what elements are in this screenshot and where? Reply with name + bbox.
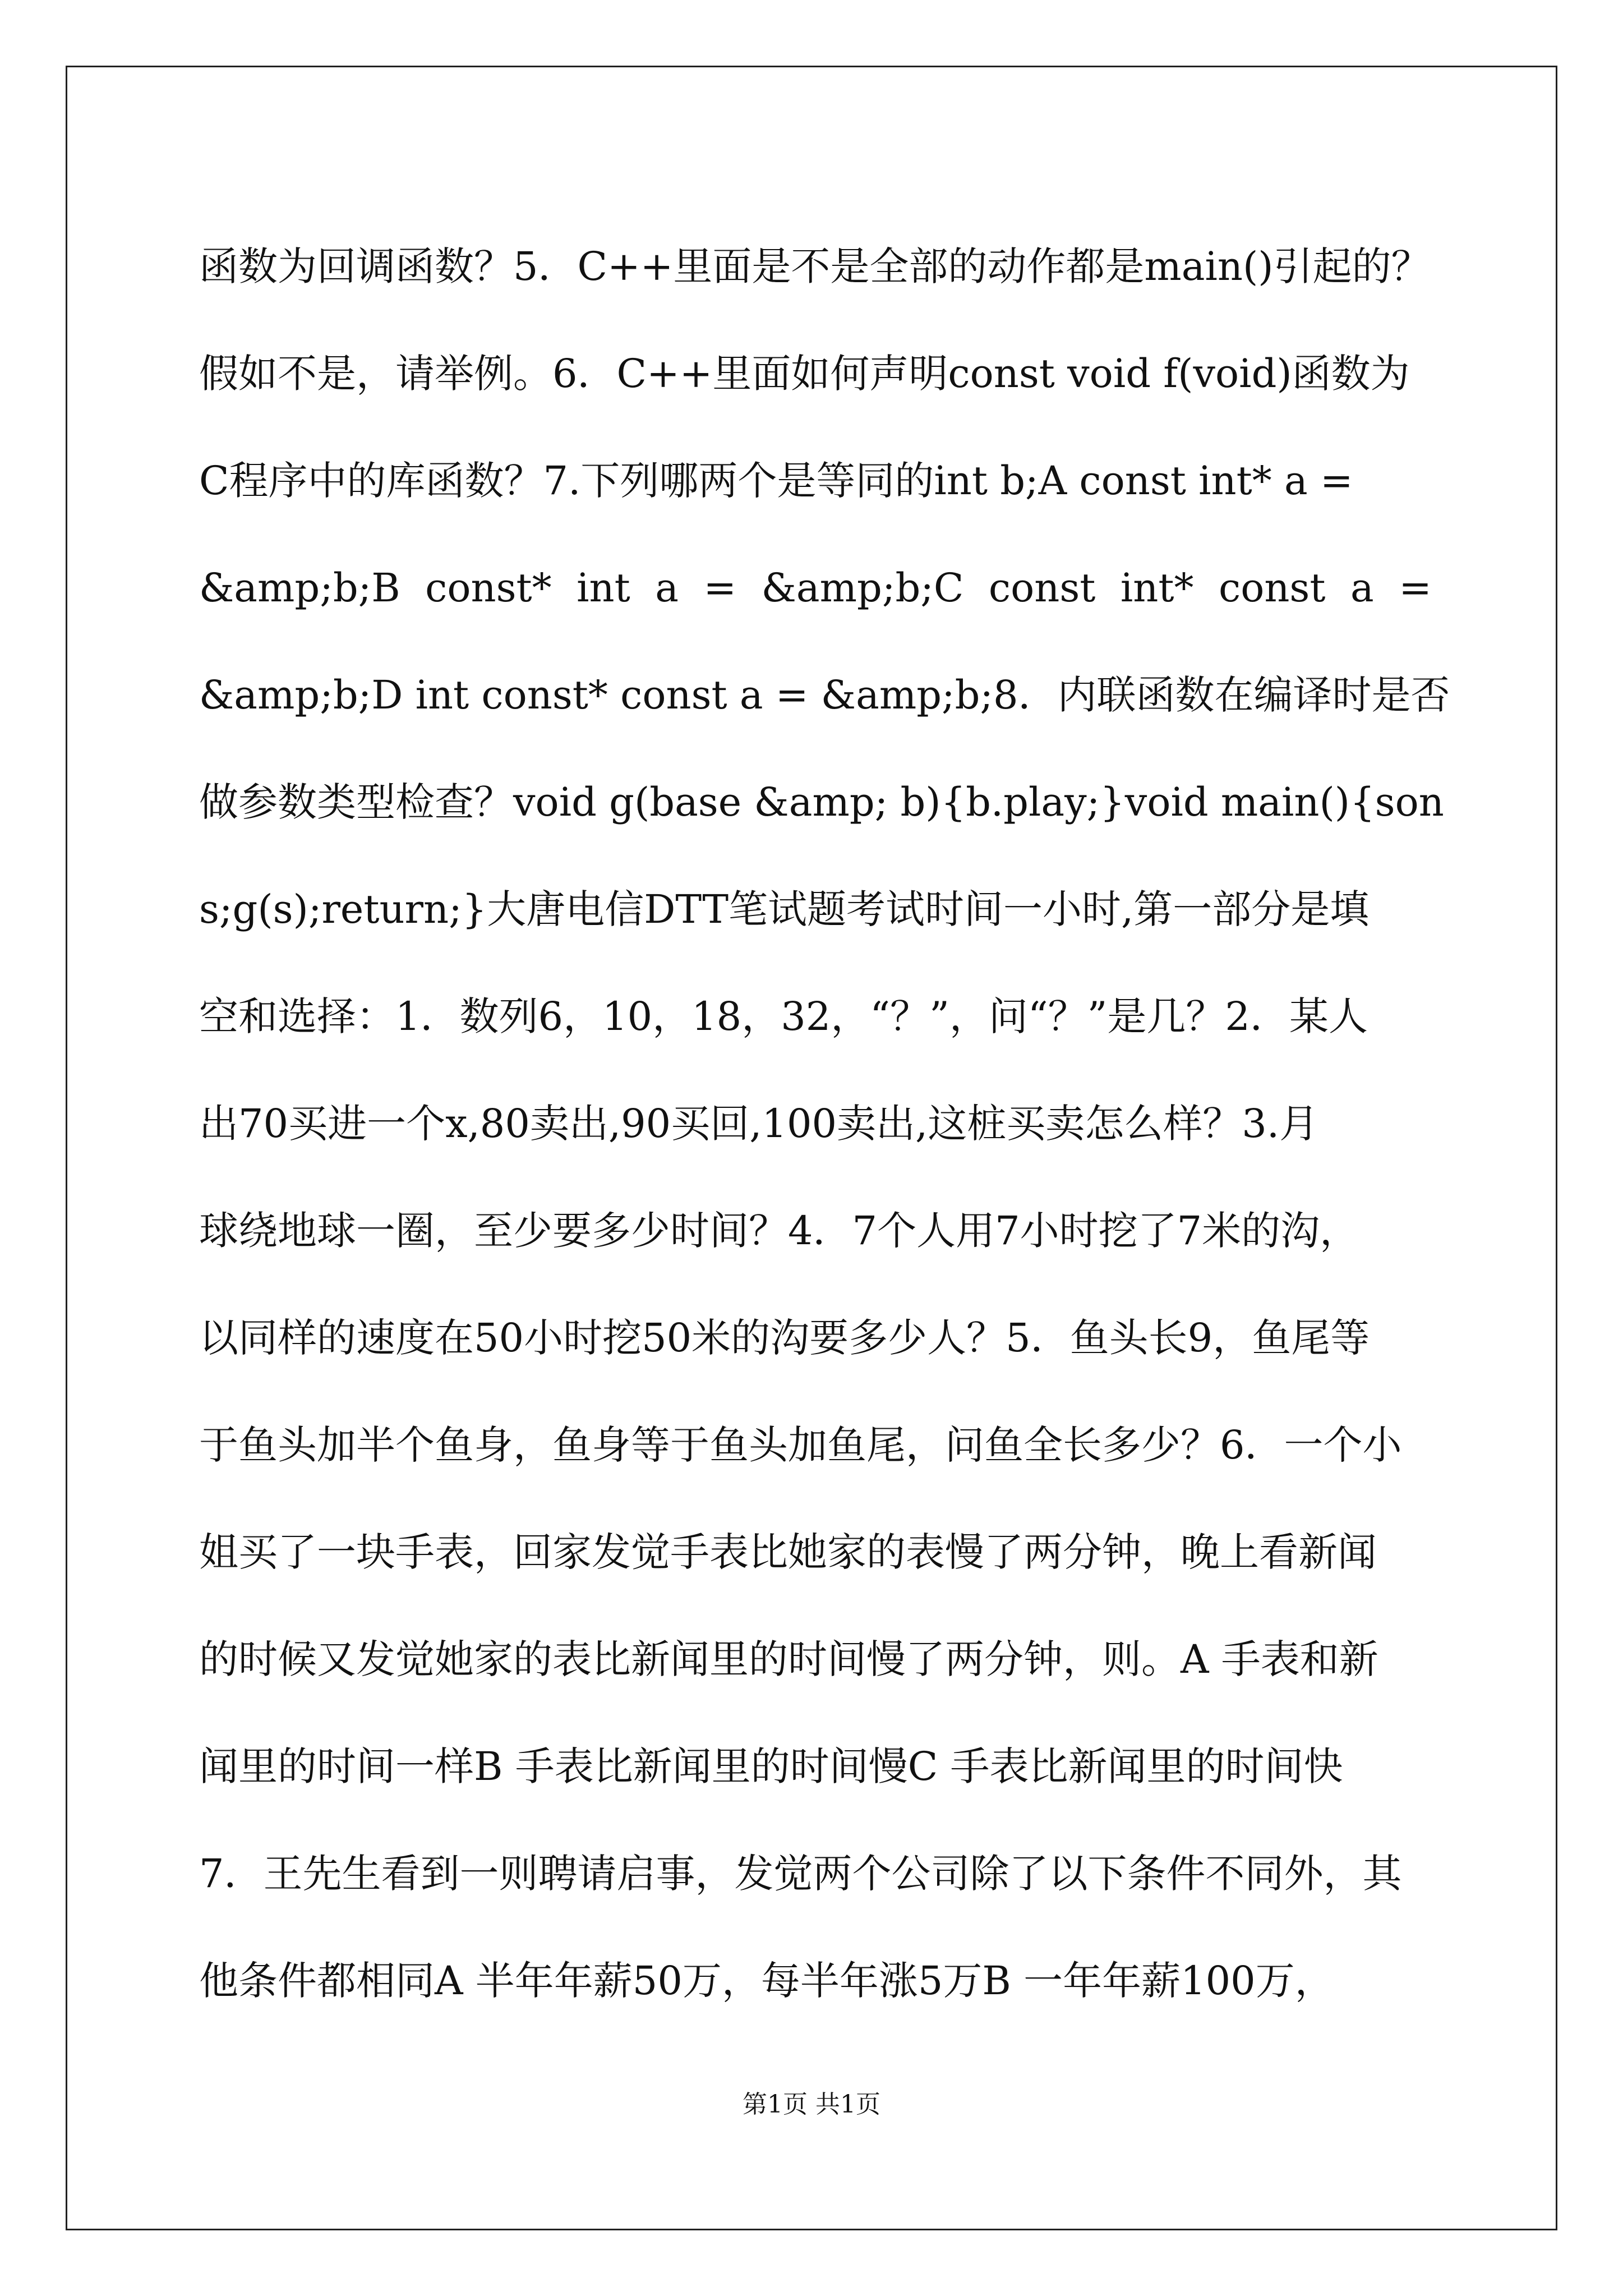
text-line: 以同样的速度在50小时挖50米的沟要多少人？5．鱼头长9，鱼尾等 <box>199 1315 1370 1361</box>
text-line: 闻里的时间一样B 手表比新闻里的时间慢C 手表比新闻里的时间快 <box>199 1743 1343 1789</box>
text-line: 于鱼头加半个鱼身，鱼身等于鱼头加鱼尾，问鱼全长多少？6．一个小 <box>199 1422 1402 1468</box>
text-line: 假如不是，请举例。6．C++里面如何声明const void f(void)函数为 <box>199 351 1410 397</box>
text-line: 球绕地球一圈，至少要多少时间？4．7个人用7小时挖了7米的沟， <box>199 1208 1359 1254</box>
document-body <box>199 213 1467 2035</box>
text-line: 函数为回调函数？5．C++里面是不是全部的动作都是main()引起的？ <box>199 243 1431 289</box>
text-line: 做参数类型检查？void g(base &amp; b){b.play;}void main(){son <box>199 779 1444 825</box>
text-line: C程序中的库函数？7.下列哪两个是等同的int b;A const int* a = <box>199 458 1353 504</box>
text-line: &amp;b;B const* int a = &amp;b;C const int* const a = <box>199 565 1432 611</box>
text-line: 出70买进一个x,80卖出,90买回,100卖出,这桩买卖怎么样？3.月 <box>199 1101 1319 1147</box>
page-number-footer: 第1页 共1页 <box>743 2090 880 2119</box>
text-line: 他条件都相同A 半年年薪50万，每半年涨5万B 一年年薪100万， <box>199 1958 1334 2004</box>
text-line: 7．王先生看到一则聘请启事，发觉两个公司除了以下条件不同外，其 <box>199 1851 1402 1897</box>
text-line: 姐买了一块手表，回家发觉手表比她家的表慢了两分钟，晚上看新闻 <box>199 1529 1377 1575</box>
text-line: &amp;b;D int const* const a = &amp;b;8．内联函数在编译时是否 <box>199 672 1450 718</box>
text-line: 的时候又发觉她家的表比新闻里的时间慢了两分钟，则。A 手表和新 <box>199 1636 1378 1682</box>
text-line: 空和选择：1．数列6，10，18，32，“？”，问“？”是几？2．某人 <box>199 993 1368 1039</box>
text-line: s;g(s);return;}大唐电信DTT笔试题考试时间一小时,第一部分是填 <box>199 886 1370 932</box>
